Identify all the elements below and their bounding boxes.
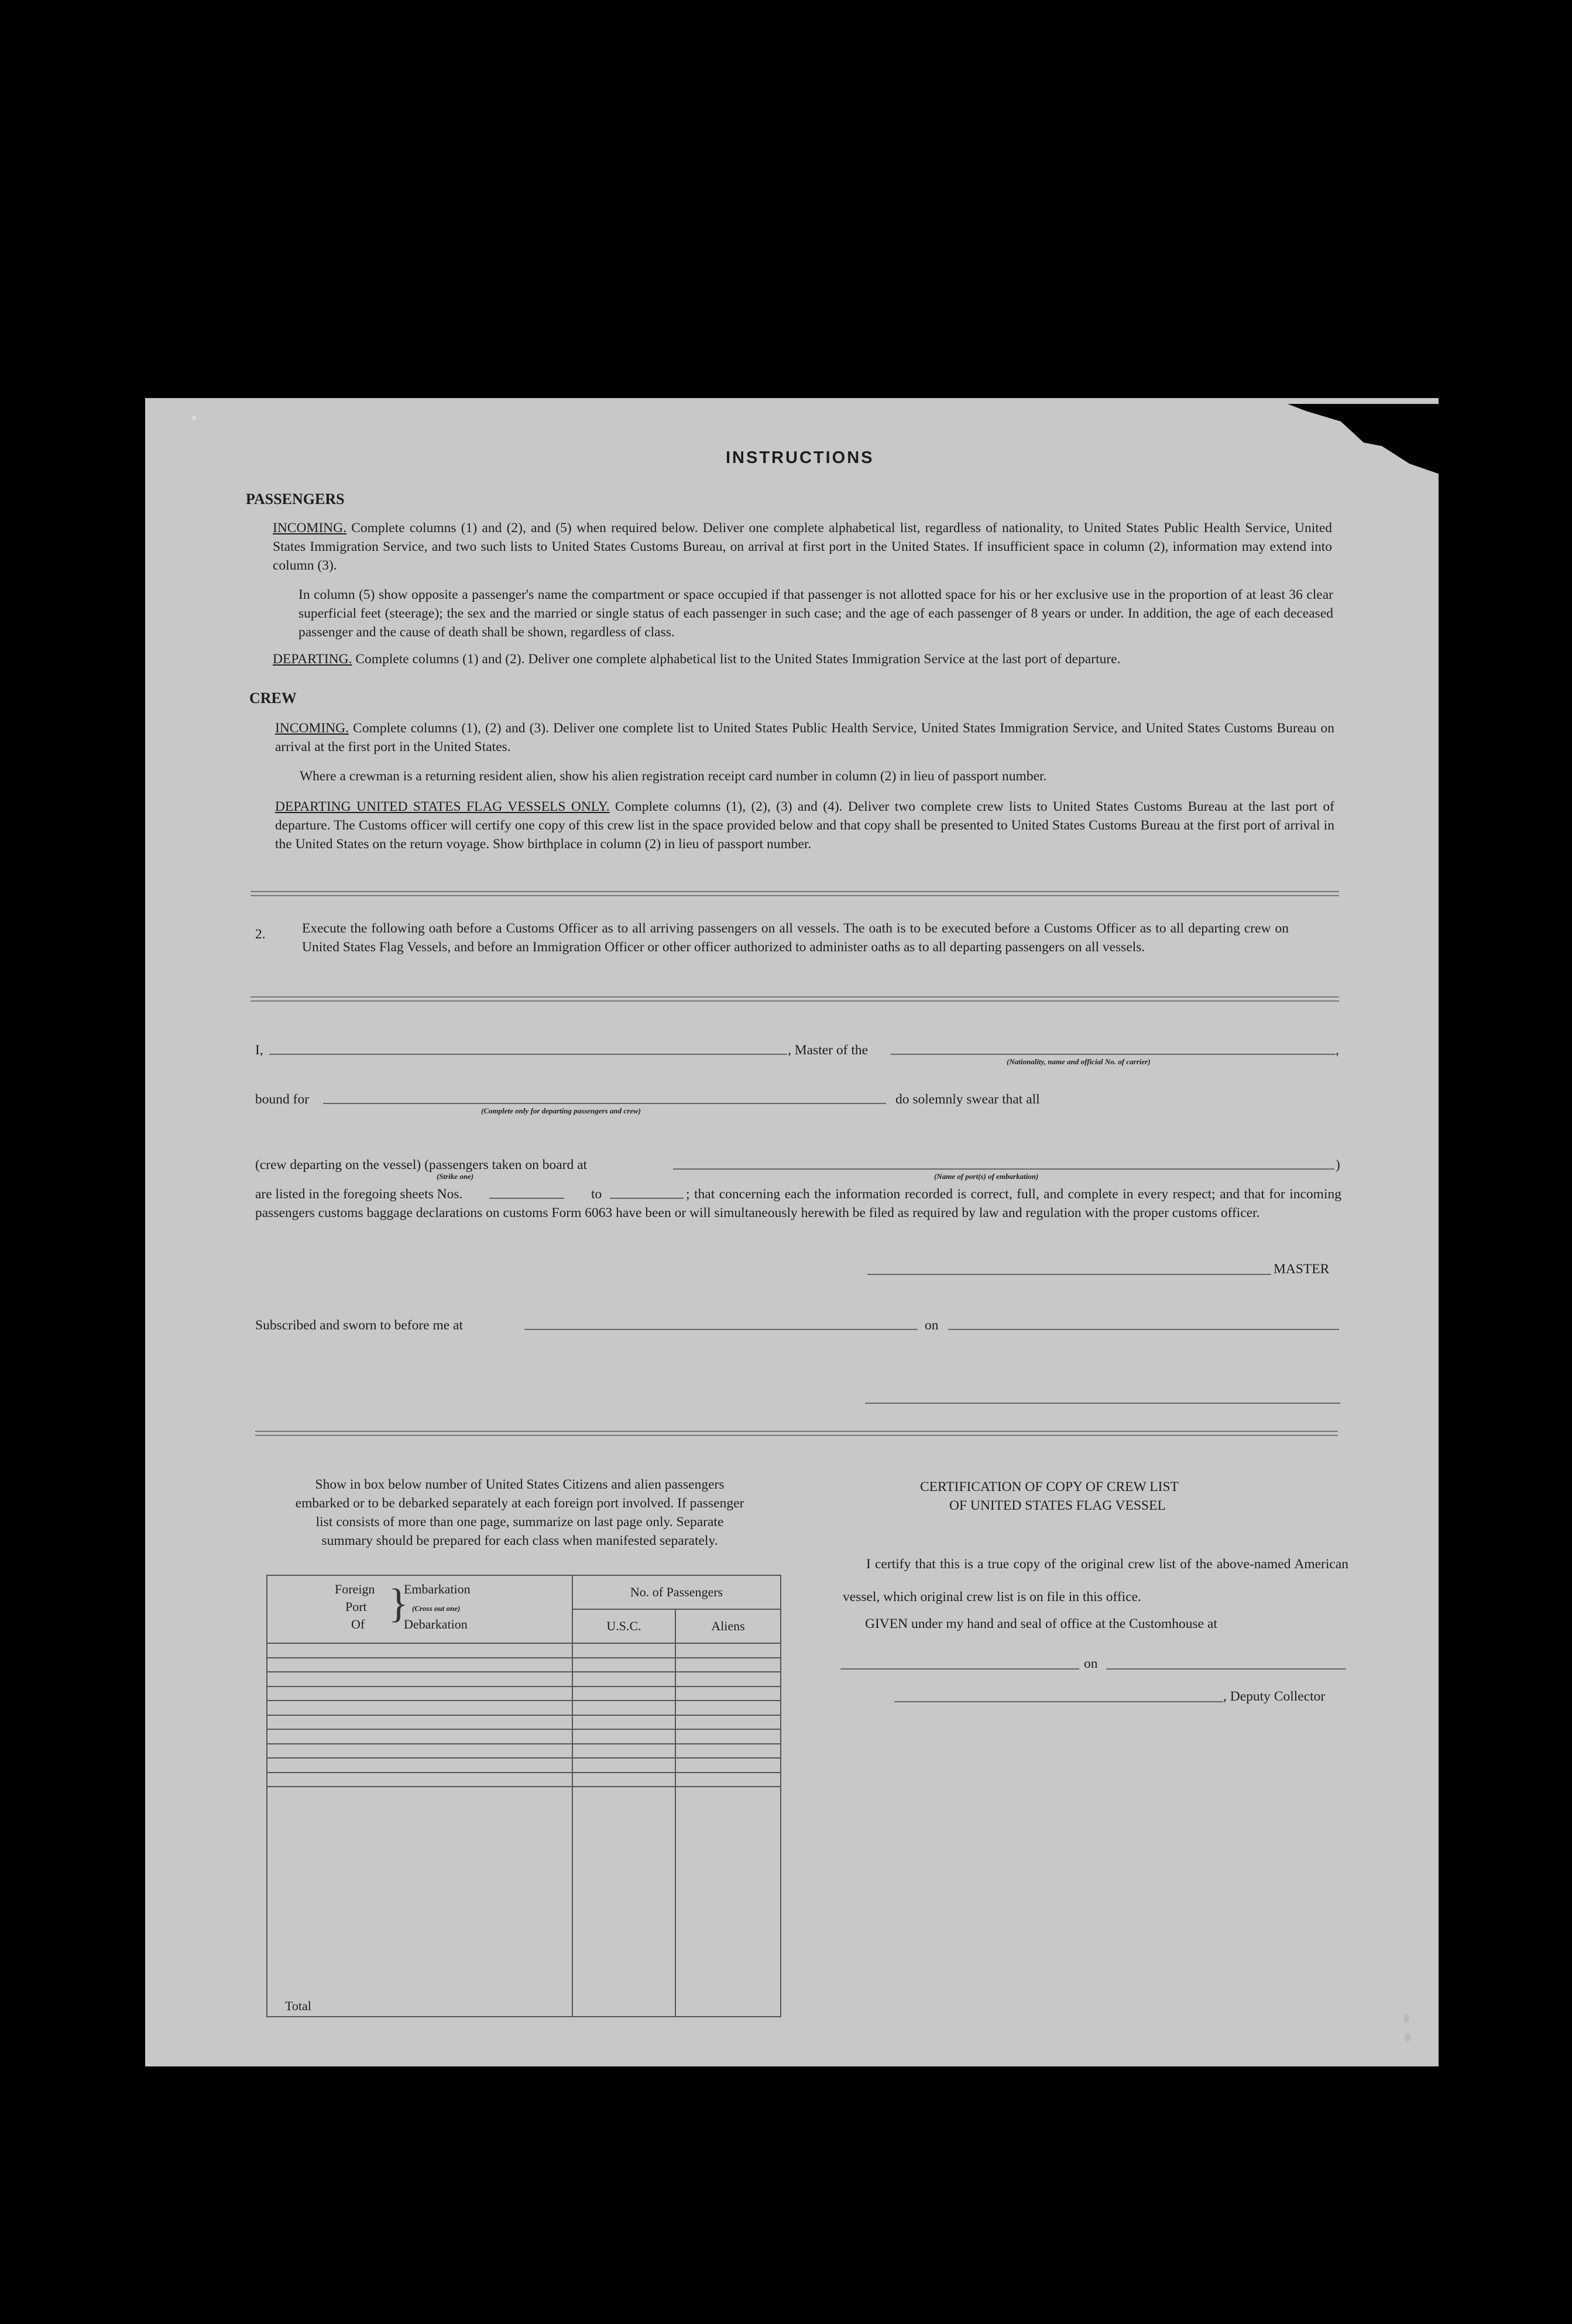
- usc-cell[interactable]: [572, 1643, 675, 1658]
- subscribed-on-label: on: [925, 1318, 939, 1333]
- oath-instruction-paragraph: Execute the following oath before a Customs Officer as to all arriving passengers on all vessels. The oath is to be executed before a Customs Officer as to all departing crew on United States Flag Vessels, and before an Immigration Officer or other officer authorized to administer oaths as to all departing passengers on all vessels.: [302, 921, 1289, 955]
- aliens-cell[interactable]: [675, 1643, 781, 1658]
- deputy-collector-signature-field[interactable]: [894, 1701, 1223, 1702]
- port-label: Port: [345, 1599, 367, 1614]
- crew-passengers-label: (crew departing on the vessel) (passengers taken on board at: [255, 1157, 588, 1173]
- master-name-field[interactable]: [269, 1054, 787, 1055]
- port-cell[interactable]: [267, 1773, 572, 1787]
- total-label: Total: [285, 1999, 311, 2013]
- bound-for-label: bound for: [255, 1092, 310, 1107]
- table-row: [267, 1729, 781, 1744]
- usc-cell[interactable]: [572, 1658, 675, 1672]
- certification-text: I certify that this is a true copy of the original crew list of the above-named American vessel, which original crew list is on file in this office.: [843, 1557, 1348, 1605]
- passengers-departing-text: Complete columns (1) and (2). Deliver one complete alphabetical list to the United States Immigration Service at the last port of departure.: [355, 652, 1121, 667]
- certification-title-2: OF UNITED STATES FLAG VESSEL: [949, 1498, 1166, 1513]
- aliens-cell[interactable]: [675, 1773, 781, 1787]
- master-signature-field[interactable]: [867, 1274, 1271, 1275]
- embarkation-label: Embarkation: [404, 1582, 471, 1596]
- strike-one-caption: (Strike one): [437, 1172, 474, 1181]
- passengers-heading: PASSENGERS: [246, 491, 345, 508]
- port-cell[interactable]: [267, 1729, 572, 1744]
- subscribed-label: Subscribed and sworn to before me at: [255, 1318, 464, 1333]
- certification-date-field[interactable]: [1106, 1668, 1346, 1670]
- oath-declaration-rest: ; that concerning each the information recorded is correct, full, and complete in every respect; and that for incoming passengers customs baggage declarations on customs Form 6063 have been or will simultaneously herewith be filed as required by law and regulation with the proper customs officer.: [255, 1187, 1341, 1221]
- port-cell[interactable]: [267, 1758, 572, 1773]
- of-label: Of: [351, 1617, 365, 1631]
- oath-instruction-number: 2.: [255, 927, 266, 942]
- port-cell[interactable]: [267, 1744, 572, 1759]
- passengers-departing-paragraph: [273, 650, 1332, 669]
- bound-for-caption: (Complete only for departing passengers and crew): [481, 1106, 641, 1115]
- port-cell[interactable]: [267, 1701, 572, 1715]
- no-of-passengers-header: No. of Passengers: [572, 1575, 781, 1609]
- given-text: GIVEN under my hand and seal of office at the Customhouse at: [865, 1616, 1217, 1631]
- crew-heading: CREW: [249, 690, 297, 707]
- usc-cell[interactable]: [572, 1758, 675, 1773]
- cross-out-caption: (Cross out one): [412, 1604, 461, 1613]
- officer-signature-field[interactable]: [865, 1403, 1340, 1404]
- crew-departing-label: DEPARTING UNITED STATES FLAG VESSELS ONLY.: [275, 799, 610, 814]
- crew-incoming-text: Complete columns (1), (2) and (3). Deliver one complete list to United States Public Health Service, United States Immigration Service, and United States Customs Bureau on arrival at the first port in the United States.: [275, 721, 1334, 755]
- foreign-label: Foreign: [335, 1582, 375, 1596]
- swear-label: do solemnly swear that all: [895, 1092, 1040, 1107]
- speck: [192, 416, 196, 420]
- usc-cell[interactable]: [572, 1672, 675, 1687]
- usc-cell[interactable]: [572, 1773, 675, 1787]
- customhouse-field[interactable]: [840, 1668, 1079, 1670]
- table-row: [267, 1773, 781, 1787]
- oath-i-label: I,: [255, 1043, 263, 1058]
- close-paren: ): [1336, 1157, 1340, 1173]
- port-cell[interactable]: [267, 1672, 572, 1687]
- summary-instruction: [290, 1475, 749, 1550]
- summary-instruction-text: Show in box below number of United States Citizens and alien passengers embarked or to be debarked separately at each foreign port involved. If passenger list consists of more than one page, summarize on last page only. Separate summary should be prepared for each class when manifested separately.: [295, 1477, 744, 1548]
- certification-on-label: on: [1084, 1656, 1098, 1671]
- speck: [1403, 2014, 1409, 2023]
- page-title: INSTRUCTIONS: [726, 448, 874, 467]
- table-row: [267, 1658, 781, 1672]
- usc-cell[interactable]: [572, 1715, 675, 1730]
- oath-declaration-text: [255, 1185, 1341, 1222]
- debarkation-label: Debarkation: [404, 1617, 468, 1631]
- section-divider: [255, 1431, 1338, 1436]
- table-row: [267, 1744, 781, 1759]
- passengers-incoming-paragraph: [273, 519, 1332, 575]
- aliens-cell[interactable]: [675, 1672, 781, 1687]
- subscribed-date-field[interactable]: [948, 1329, 1339, 1330]
- table-row: [267, 1672, 781, 1687]
- ports-caption: (Name of port(s) of embarkation): [934, 1172, 1039, 1181]
- passenger-summary-table: [266, 1575, 781, 2017]
- total-label-cell: [267, 1787, 572, 2017]
- table-row: [267, 1715, 781, 1730]
- subscribed-place-field[interactable]: [524, 1329, 918, 1330]
- total-usc-cell[interactable]: [572, 1787, 675, 2017]
- aliens-cell[interactable]: [675, 1687, 781, 1701]
- port-cell[interactable]: [267, 1643, 572, 1658]
- crew-departing-paragraph: [275, 797, 1334, 853]
- aliens-cell[interactable]: [675, 1744, 781, 1759]
- crew-departing-text: Complete columns (1), (2), (3) and (4). Deliver two complete crew lists to United States Customs Bureau at the last port of departure. The Customs officer will certify one copy of this crew list in the space provided below and that copy shall be presented to United States Customs Bureau at the first port of arrival in the United States on the return voyage. Show birthplace in column (2) in lieu of passport number.: [275, 799, 1334, 852]
- port-cell[interactable]: [267, 1658, 572, 1672]
- crew-incoming-label: INCOMING.: [275, 721, 349, 736]
- usc-cell[interactable]: [572, 1687, 675, 1701]
- certification-title-1: CERTIFICATION OF COPY OF CREW LIST: [920, 1479, 1179, 1495]
- passengers-incoming-label: INCOMING.: [273, 520, 346, 536]
- section-divider: [250, 996, 1339, 1002]
- aliens-header: Aliens: [675, 1609, 781, 1643]
- table-row: [267, 1687, 781, 1701]
- to-label: to: [591, 1187, 602, 1202]
- usc-header: U.S.C.: [572, 1609, 675, 1643]
- section-divider: [250, 891, 1339, 896]
- master-of-the-label: , Master of the: [788, 1043, 869, 1058]
- aliens-cell[interactable]: [675, 1701, 781, 1715]
- table-row: [267, 1701, 781, 1715]
- brace: }: [389, 1581, 409, 1626]
- usc-cell[interactable]: [572, 1701, 675, 1715]
- crew-resident-paragraph: Where a crewman is a returning resident alien, show his alien registration receipt card number in column (2) in lieu of passport number.: [300, 769, 1047, 784]
- usc-cell[interactable]: [572, 1729, 675, 1744]
- master-label: MASTER: [1274, 1262, 1330, 1277]
- total-row: [267, 1787, 781, 2017]
- speck: [1405, 2032, 1410, 2042]
- usc-cell[interactable]: [572, 1744, 675, 1759]
- port-cell[interactable]: [267, 1715, 572, 1730]
- aliens-cell[interactable]: [675, 1758, 781, 1773]
- table-row: [267, 1643, 781, 1658]
- comma: ,: [1336, 1043, 1339, 1058]
- aliens-cell[interactable]: [675, 1715, 781, 1730]
- total-aliens-cell[interactable]: [675, 1787, 781, 2017]
- listed-label: are listed in the foregoing sheets Nos.: [255, 1187, 463, 1202]
- passengers-incoming-text: Complete columns (1) and (2), and (5) when required below. Deliver one complete alphabetical list, regardless of nationality, to United States Public Health Service, United States Immigration Service, and two such lists to United States Customs Bureau, on arrival at first port in the United States. If insufficient space in column (2), information may extend into column (3).: [273, 520, 1333, 573]
- nationality-caption: (Nationality, name and official No. of carrier): [1007, 1057, 1151, 1066]
- aliens-cell[interactable]: [675, 1658, 781, 1672]
- carrier-field[interactable]: [891, 1054, 1336, 1055]
- passengers-column5-paragraph: In column (5) show opposite a passenger's name the compartment or space occupied if that passenger is not allotted space for his or her exclusive use in the proportion of at least 36 clear superficial feet (steerage); the sex and the married or single status of each passenger in such case; and the age of each passenger of 8 years or under. In addition, the age of each deceased passenger and the cause of death shall be shown, regardless of class.: [298, 587, 1333, 640]
- ports-embarkation-field[interactable]: [673, 1168, 1334, 1170]
- bound-for-field[interactable]: [323, 1103, 886, 1104]
- deputy-collector-label: , Deputy Collector: [1223, 1689, 1326, 1704]
- port-cell[interactable]: [267, 1687, 572, 1701]
- aliens-cell[interactable]: [675, 1729, 781, 1744]
- crew-incoming-paragraph: [275, 719, 1334, 756]
- passengers-departing-label: DEPARTING.: [273, 652, 352, 667]
- table-row: [267, 1758, 781, 1773]
